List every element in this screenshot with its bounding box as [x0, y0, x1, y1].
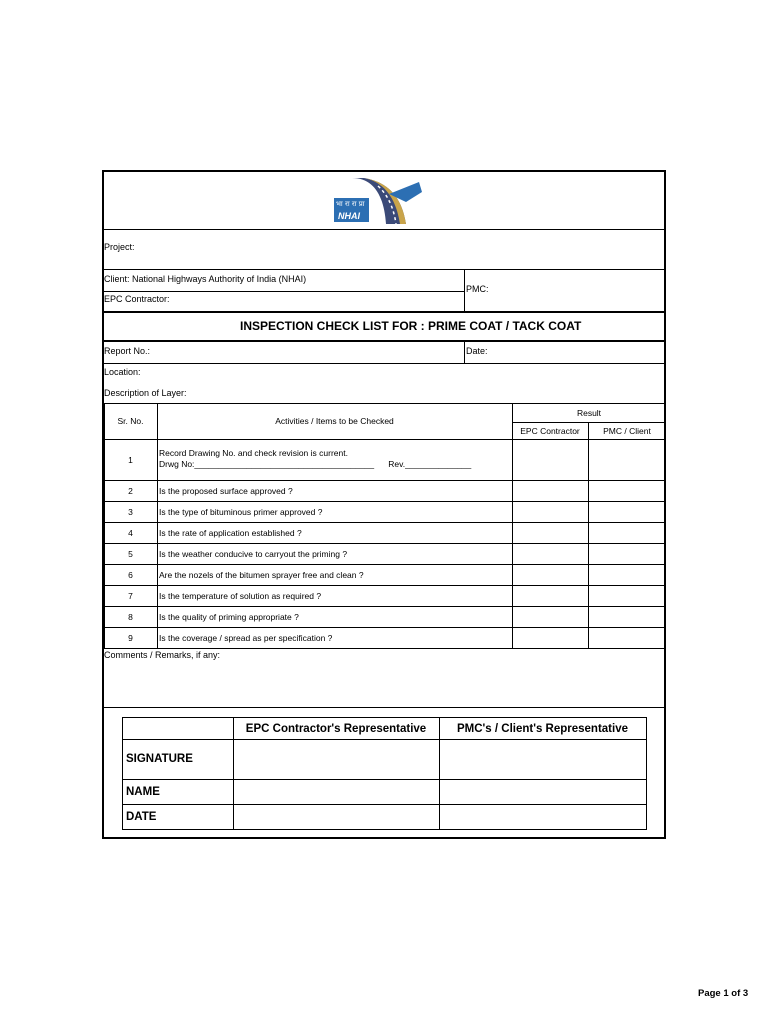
result-pmc-cell[interactable]	[589, 628, 665, 647]
row-sr: 5	[128, 548, 133, 559]
pmc-representative-header: PMC's / Client's Representative	[457, 722, 628, 735]
result-header: Result	[576, 407, 602, 418]
row-sr: 3	[128, 506, 133, 517]
result-pmc-cell[interactable]	[589, 544, 665, 563]
inspection-form	[102, 170, 666, 839]
epc-contractor-label: EPC Contractor:	[104, 294, 170, 304]
row-activity: Record Drawing No. and check revision is current.	[159, 448, 348, 458]
project-label: Project:	[104, 242, 135, 252]
activities-header: Activities / Items to be Checked	[275, 416, 394, 426]
row-activity: Is the type of bituminous primer approved ?	[159, 507, 323, 517]
result-pmc-cell[interactable]	[589, 440, 665, 479]
row-sr: 7	[128, 590, 133, 601]
row-sr: 2	[128, 485, 133, 496]
result-epc-cell[interactable]	[513, 440, 587, 479]
page-title: INSPECTION CHECK LIST FOR : PRIME COAT / TACK COAT	[240, 319, 582, 333]
row-activity: Are the nozels of the bitumen sprayer free and clean ?	[159, 570, 364, 580]
epc-date-field[interactable]	[234, 805, 438, 828]
row-drawing-number: Drwg No:______________________________________ Rev.______________	[159, 459, 472, 469]
checklist-table	[104, 403, 666, 649]
row-activity: Is the coverage / spread as per specification ?	[159, 633, 333, 643]
layer-label: Description of Layer:	[104, 388, 187, 398]
row-sr: 6	[128, 569, 133, 580]
result-pmc-cell[interactable]	[589, 502, 665, 521]
epc-contractor-header: EPC Contractor	[520, 425, 580, 436]
location-label: Location:	[104, 367, 141, 377]
row-sr: 1	[128, 454, 133, 465]
result-pmc-cell[interactable]	[589, 586, 665, 605]
result-pmc-cell[interactable]	[589, 565, 665, 584]
row-activity: Is the weather conducive to carryout the priming ?	[159, 549, 348, 559]
result-pmc-cell[interactable]	[589, 481, 665, 500]
result-epc-cell[interactable]	[513, 544, 587, 563]
row-sr: 9	[128, 632, 133, 643]
result-pmc-cell[interactable]	[589, 523, 665, 542]
result-epc-cell[interactable]	[513, 502, 587, 521]
pmc-date-field[interactable]	[440, 805, 645, 828]
epc-signature-field[interactable]	[234, 740, 438, 778]
comments-area[interactable]	[104, 662, 664, 706]
result-epc-cell[interactable]	[513, 523, 587, 542]
pmc-label: PMC:	[466, 284, 489, 294]
name-label: NAME	[126, 786, 160, 798]
pmc-name-field[interactable]	[440, 780, 645, 803]
nhai-logo	[334, 176, 424, 226]
pmc-client-header: PMC / Client	[603, 425, 651, 436]
page-number: Page 1 of 3	[698, 988, 749, 999]
row-activity: Is the temperature of solution as required ?	[159, 591, 322, 601]
row-sr: 8	[128, 611, 133, 622]
signature-label: SIGNATURE	[126, 753, 193, 765]
row-activity: Is the quality of priming appropriate ?	[159, 612, 299, 622]
row-sr: 4	[128, 527, 133, 538]
logo-text: NHAI	[338, 211, 360, 221]
logo-hindi: भा रा रा प्रा	[336, 200, 365, 208]
result-epc-cell[interactable]	[513, 607, 587, 626]
row-activity: Is the rate of application established ?	[159, 528, 302, 538]
result-pmc-cell[interactable]	[589, 607, 665, 626]
sr-no-header: Sr. No.	[117, 416, 144, 426]
date-row-label: DATE	[126, 811, 157, 823]
epc-representative-header: EPC Contractor's Representative	[245, 722, 427, 735]
result-epc-cell[interactable]	[513, 565, 587, 584]
comments-label: Comments / Remarks, if any:	[104, 650, 221, 660]
signature-table	[122, 717, 647, 830]
result-epc-cell[interactable]	[513, 586, 587, 605]
result-epc-cell[interactable]	[513, 481, 587, 500]
client-label: Client: National Highways Authority of India (NHAI)	[104, 274, 307, 284]
date-label: Date:	[466, 346, 488, 356]
row-activity: Is the proposed surface approved ?	[159, 486, 293, 496]
result-epc-cell[interactable]	[513, 628, 587, 647]
epc-name-field[interactable]	[234, 780, 438, 803]
report-no-label: Report No.:	[104, 346, 151, 356]
pmc-signature-field[interactable]	[440, 740, 645, 778]
